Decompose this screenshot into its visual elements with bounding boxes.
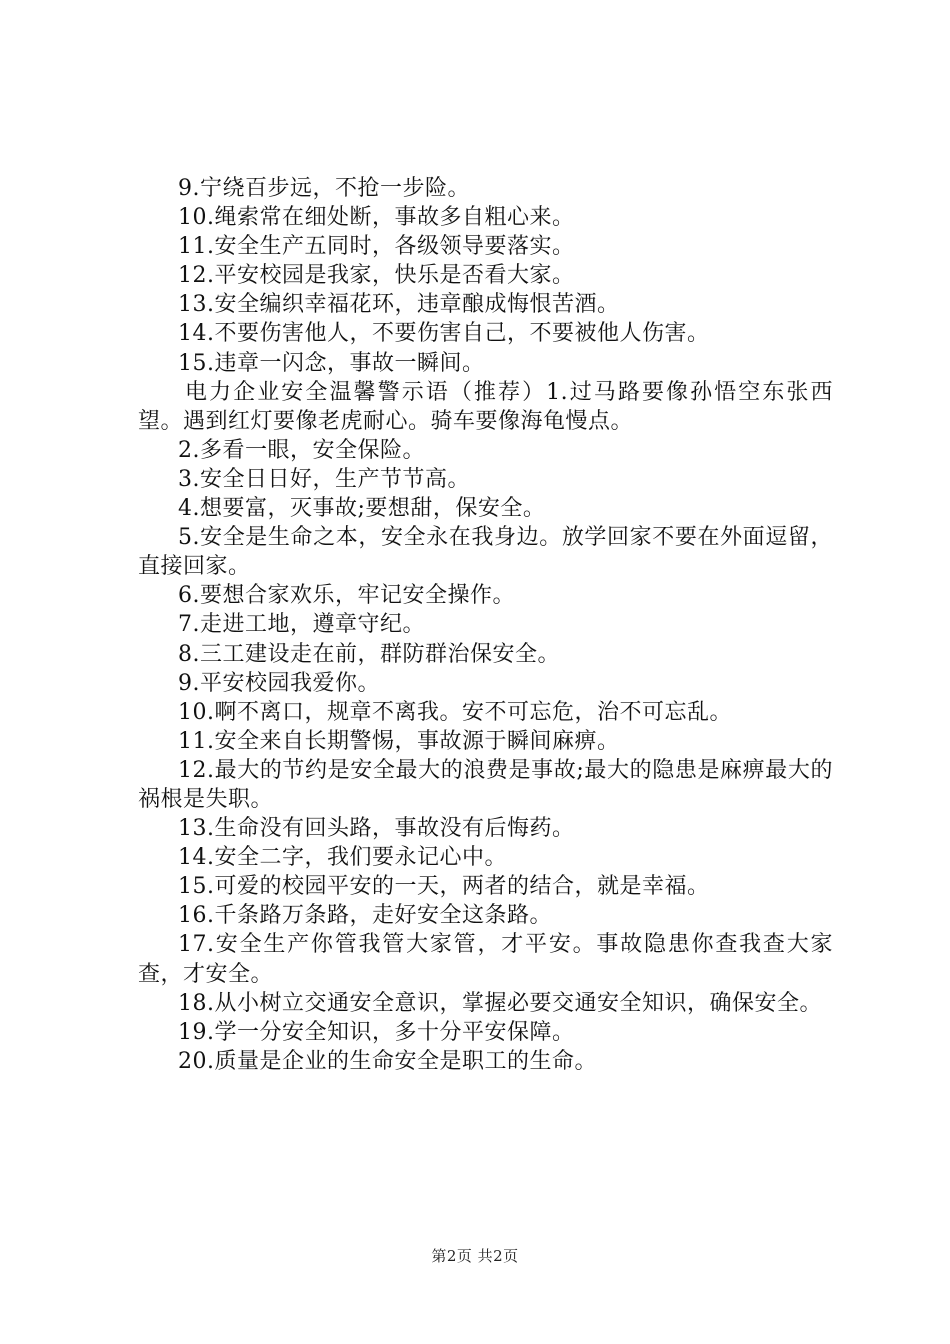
page-footer: 第2页 共2页 [431,1247,519,1265]
paragraph-5: 13.安全编织幸福花环，违章酿成悔恨苦酒。 [178,292,620,318]
paragraph-20: 13.生命没有回头路，事故没有后悔药。 [178,816,575,842]
paragraph-16: 9.平安校园我爱你。 [178,670,380,696]
paragraph-18: 11.安全来自长期警惕，事故源于瞬间麻痹。 [178,728,620,754]
paragraph-22: 15.可爱的校园平安的一天，两者的结合，就是幸福。 [178,874,710,900]
paragraph-15: 8.三工建设走在前，群防群治保安全。 [178,641,560,667]
paragraph-21: 14.安全二字，我们要永记心中。 [178,845,507,871]
paragraph-11: 4.想要富，灭事故;要想甜，保安全。 [178,496,546,522]
paragraph-19: 12.最大的节约是安全最大的浪费是事故;最大的隐患是麻痹最大的祸根是失职。 [138,757,833,812]
body-text [138,174,833,1076]
paragraph-25: 18.从小树立交通安全意识，掌握必要交通安全知识，确保安全。 [178,990,822,1016]
paragraph-12: 5.安全是生命之本，安全永在我身边。放学回家不要在外面逗留，直接回家。 [138,525,833,580]
paragraph-26: 19.学一分安全知识，多十分平安保障。 [178,1019,575,1045]
paragraph-17: 10.啊不离口，规章不离我。安不可忘危，治不可忘乱。 [178,699,732,725]
paragraph-1: 9.宁绕百步远，不抢一步险。 [178,176,470,201]
paragraph-10: 3.安全日日好，生产节节高。 [178,466,470,492]
paragraph-4: 12.平安校园是我家，快乐是否看大家。 [178,263,575,289]
paragraph-6: 14.不要伤害他人，不要伤害自己，不要被他人伤害。 [178,321,710,347]
paragraph-7: 15.违章一闪念，事故一瞬间。 [178,350,485,376]
paragraph-2: 10.绳索常在细处断，事故多自粗心来。 [178,205,575,231]
paragraph-23: 16.千条路万条路，走好安全这条路。 [178,903,552,929]
paragraph-14: 7.走进工地，遵章守纪。 [178,612,425,638]
paragraph-3: 11.安全生产五同时，各级领导要落实。 [178,234,575,260]
paragraph-13: 6.要想合家欢乐，牢记安全操作。 [178,583,515,609]
paragraph-27: 20.质量是企业的生命安全是职工的生命。 [178,1048,597,1074]
paragraph-9: 2.多看一眼，安全保险。 [178,437,425,463]
section-heading-paragraph: 电力企业安全温馨警示语（推荐）1.过马路要像孙悟空东张西望。遇到红灯要像老虎耐心。骑车要像海龟慢点。 [138,379,833,434]
paragraph-24: 17.安全生产你管我管大家管，才平安。事故隐患你查我查大家查，才安全。 [138,932,833,987]
